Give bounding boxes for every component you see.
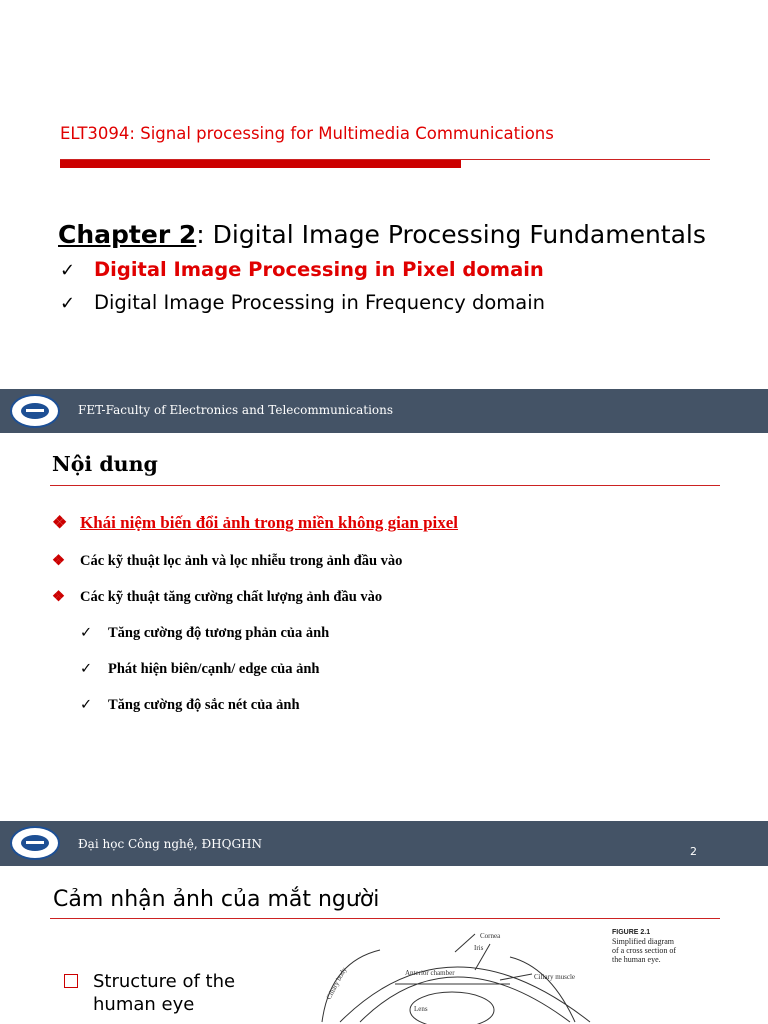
- chapter-item-pixel-domain: [60, 258, 544, 281]
- label-lens: Lens: [414, 1005, 428, 1013]
- figure-caption: [612, 928, 682, 964]
- checkmark-icon: ✓: [80, 661, 93, 677]
- chapter-item-label: Digital Image Processing in Frequency domain: [94, 291, 545, 314]
- slide-title: Cảm nhận ảnh của mắt người: [53, 887, 380, 912]
- slide-footer: [0, 821, 768, 866]
- content-bullet: [52, 589, 382, 606]
- subitem-text: Tăng cường độ sắc nét của ảnh: [108, 697, 300, 713]
- page-number: 2: [690, 845, 697, 858]
- bullet-text: Các kỹ thuật tăng cường chất lượng ảnh đầu vào: [80, 589, 383, 605]
- label-anterior-chamber: Anterior chamber: [405, 969, 455, 977]
- footer-text: Đại học Công nghệ, ĐHQGHN: [78, 837, 263, 851]
- content-subitem: [80, 661, 320, 678]
- label-ciliary-body: Ciliary body: [324, 966, 349, 1001]
- content-bullet: [52, 513, 458, 533]
- content-subitem: [80, 625, 329, 642]
- label-cornea: Cornea: [480, 932, 501, 940]
- diamond-bullet-icon: ❖: [52, 589, 65, 605]
- title-accent-bar: [60, 160, 461, 168]
- chapter-item-label: Digital Image Processing in Pixel domain: [94, 258, 544, 281]
- content-bullet: [64, 970, 243, 1016]
- bullet-text: Structure of the human eye: [93, 971, 236, 1015]
- chapter-heading: [58, 220, 706, 249]
- university-logo-icon: [10, 394, 60, 428]
- checkmark-icon: ✓: [80, 697, 93, 713]
- square-bullet-icon: [64, 974, 78, 988]
- bullet-text: Khái niệm biến đổi ảnh trong miền không gian pixel: [80, 513, 459, 532]
- slide-footer: [0, 389, 768, 433]
- university-logo-icon: [10, 826, 60, 860]
- content-subitem: [80, 697, 300, 714]
- subitem-text: Phát hiện biên/cạnh/ edge của ảnh: [108, 661, 320, 677]
- checkmark-icon: ✓: [60, 293, 76, 314]
- checkmark-icon: ✓: [80, 625, 93, 641]
- eye-cross-section-diagram: [300, 922, 610, 1024]
- figure-label: FIGURE 2.1: [612, 929, 651, 936]
- chapter-item-frequency-domain: [60, 291, 545, 314]
- chapter-title: : Digital Image Processing Fundamentals: [196, 220, 706, 249]
- checkmark-icon: ✓: [60, 260, 76, 281]
- content-bullet: [52, 553, 402, 570]
- subitem-text: Tăng cường độ tương phản của ảnh: [108, 625, 330, 641]
- figure-caption-text: Simplified diagram of a cross section of the human eye.: [612, 937, 676, 964]
- bullet-text: Các kỹ thuật lọc ảnh và lọc nhiễu trong ảnh đầu vào: [80, 553, 403, 569]
- course-title: ELT3094: Signal processing for Multimedia Communications: [60, 124, 554, 143]
- slide-title: Nội dung: [52, 452, 158, 476]
- chapter-label: Chapter 2: [58, 220, 197, 249]
- diamond-bullet-icon: ❖: [52, 513, 68, 532]
- title-rule: [50, 485, 720, 486]
- title-rule: [50, 918, 720, 919]
- footer-text: FET-Faculty of Electronics and Telecommunications: [78, 403, 394, 417]
- label-ciliary-muscle: Ciliary muscle: [534, 973, 576, 981]
- diamond-bullet-icon: ❖: [52, 553, 65, 569]
- label-iris: Iris: [474, 944, 484, 952]
